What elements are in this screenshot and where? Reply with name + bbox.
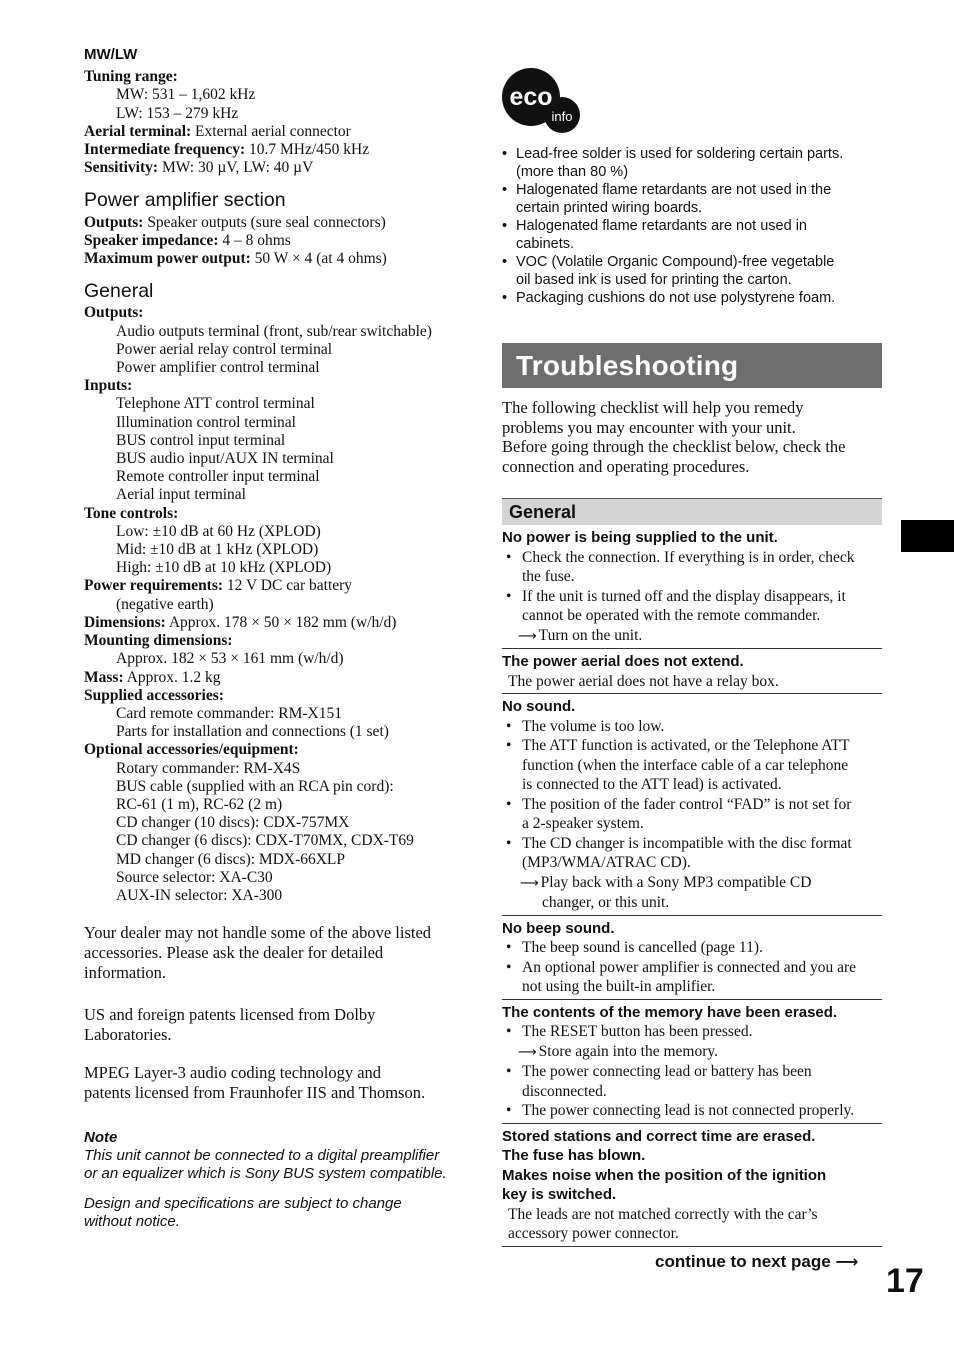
intro-line: problems you may encounter with your unit.	[502, 417, 796, 437]
item-heading: The contents of the memory have been erased.	[502, 1003, 838, 1021]
impedance-label: Speaker impedance:	[84, 231, 219, 249]
bullet-line: cannot be operated with the remote commander.	[522, 607, 821, 624]
bullet	[506, 1062, 882, 1101]
eco-item	[502, 253, 882, 289]
item-heading: Makes noise when the position of the ignition	[502, 1166, 827, 1184]
bullet-line: (MP3/WMA/ATRAC CD).	[522, 854, 691, 871]
bullet	[506, 736, 882, 795]
eco-line: • VOC (Volatile Organic Compound)-free vegetable	[516, 254, 835, 270]
remedy	[502, 626, 882, 647]
if-label: Intermediate frequency:	[84, 141, 246, 159]
troubleshooting-banner: Troubleshooting	[502, 343, 882, 388]
bullet-line: a 2-speaker system.	[522, 815, 644, 832]
bullet	[506, 548, 882, 587]
optional-item: BUS cable (supplied with an RCA pin cord):	[116, 777, 394, 795]
dealer-note-line: information.	[84, 963, 167, 983]
eco-line: • Packaging cushions do not use polystyrene foam.	[516, 290, 836, 306]
item-no-power	[502, 525, 882, 649]
mass-value: Approx. 1.2 kg	[123, 668, 221, 686]
amp-outputs-value: Speaker outputs (sure seal connectors)	[143, 213, 386, 231]
bullet-line: • The power connecting lead is not connected properly.	[522, 1102, 855, 1119]
eco-line: • Halogenated flame retardants are not used in	[516, 218, 807, 234]
item-heading: The power aerial does not extend.	[502, 653, 744, 670]
item-line: accessory power connector.	[508, 1225, 679, 1242]
note-title: Note	[84, 1129, 118, 1147]
remedy	[502, 1042, 882, 1063]
optional-item: AUX-IN selector: XA-300	[116, 886, 283, 904]
max-power-value: 50 W × 4 (at 4 ohms)	[250, 250, 387, 268]
supplied-item: Card remote commander: RM-X151	[116, 704, 342, 722]
dealer-note	[84, 923, 469, 983]
if-row	[84, 141, 469, 159]
aerial-value: External aerial connector	[191, 122, 351, 140]
bullet	[506, 717, 882, 737]
item-body	[502, 548, 882, 647]
item-body	[502, 1205, 882, 1244]
note-text	[84, 1147, 469, 1183]
tuning-label: Tuning range:	[84, 68, 178, 86]
item-heading: No sound.	[502, 698, 576, 715]
eco-item	[502, 145, 882, 181]
aerial-terminal-row	[84, 123, 469, 141]
power-req-value: 12 V DC car battery	[223, 577, 353, 595]
bullet-line: • If the unit is turned off and the display disappears, it	[522, 587, 846, 605]
power-amp-heading: Power amplifier section	[84, 189, 286, 212]
tone-label: Tone controls:	[84, 504, 179, 522]
design-line: Design and specifications are subject to change	[84, 1195, 402, 1213]
dimensions-row	[84, 614, 469, 632]
remedy-text: Play back with a Sony MP3 compatible CD	[540, 873, 812, 891]
eco-line: (more than 80 %)	[516, 164, 629, 180]
eco-logo-sub: info	[551, 109, 573, 124]
optional-item: RC-61 (1 m), RC-62 (2 m)	[116, 795, 283, 813]
remedy-text: Turn on the unit.	[538, 626, 643, 644]
bullet-line: • An optional power amplifier is connected and you are	[522, 958, 856, 976]
mass-row	[84, 669, 469, 687]
dimensions-value: Approx. 178 × 50 × 182 mm (w/h/d)	[165, 613, 397, 631]
specifications-column	[84, 46, 469, 1231]
max-power-row	[84, 250, 469, 268]
general-heading: General	[84, 280, 154, 303]
input-item: Illumination control terminal	[116, 413, 296, 431]
item-body	[502, 1022, 882, 1121]
item-stored-stations	[502, 1124, 882, 1247]
eco-item	[502, 289, 882, 307]
arrow-right-icon: ⟶	[520, 875, 539, 891]
aerial-label: Aerial terminal:	[84, 122, 192, 140]
supplied-item: Parts for installation and connections (1 set)	[116, 723, 389, 741]
remedy	[502, 873, 882, 913]
bullet	[506, 1101, 882, 1121]
continue-next-page	[655, 1252, 860, 1272]
troubleshooting-column	[502, 68, 882, 1247]
note-line: This unit cannot be connected to a digital preamplifier	[84, 1147, 440, 1165]
eco-line: • Lead-free solder is used for soldering certain parts.	[516, 146, 844, 162]
power-req-label: Power requirements:	[84, 577, 224, 595]
remedy-text: Store again into the memory.	[538, 1042, 718, 1060]
item-memory	[502, 1000, 882, 1124]
troubleshooting-intro	[502, 398, 882, 476]
output-item: Power aerial relay control terminal	[116, 340, 333, 358]
page-number: 17	[886, 1262, 924, 1300]
mounting-label: Mounting dimensions:	[84, 632, 233, 650]
power-req-row	[84, 577, 469, 595]
arrow-right-icon: ⟶	[835, 1252, 859, 1271]
item-aerial	[502, 649, 882, 694]
mpeg-note-line: patents licensed from Fraunhofer IIS and Thomson.	[84, 1083, 426, 1103]
output-item: Audio outputs terminal (front, sub/rear switchable)	[116, 322, 432, 340]
supplied-label: Supplied accessories:	[84, 686, 224, 704]
bullet	[506, 1022, 882, 1042]
bullet	[506, 795, 882, 834]
item-no-beep	[502, 916, 882, 1000]
input-item: BUS control input terminal	[116, 431, 286, 449]
if-value: 10.7 MHz/450 kHz	[245, 141, 370, 159]
bullet-line: • The CD changer is incompatible with the disc format	[522, 834, 852, 852]
eco-line: oil based ink is used for printing the carton.	[516, 272, 792, 288]
sensitivity-label: Sensitivity:	[84, 159, 159, 177]
intro-line: Before going through the checklist below, check the	[502, 437, 846, 456]
amp-outputs-row	[84, 214, 469, 232]
dolby-note-line: US and foreign patents licensed from Dolby	[84, 1005, 376, 1025]
bullet-line: • The ATT function is activated, or the Telephone ATT	[522, 737, 850, 754]
section-tab-marker	[901, 520, 954, 552]
bullet-line: • The beep sound is cancelled (page 11).	[522, 939, 763, 956]
optional-item: Rotary commander: RM-X4S	[116, 759, 301, 777]
eco-item	[502, 181, 882, 217]
item-body	[502, 938, 882, 997]
arrow-right-icon: ⟶	[518, 1044, 537, 1060]
tuning-lw: LW: 153 – 279 kHz	[116, 104, 239, 122]
optional-item: MD changer (6 discs): MDX-66XLP	[116, 850, 346, 868]
dolby-note-line: Laboratories.	[84, 1025, 172, 1045]
item-heading: No beep sound.	[502, 919, 615, 937]
amp-outputs-label: Outputs:	[84, 213, 144, 231]
outputs-label: Outputs:	[84, 304, 144, 322]
inputs-label: Inputs:	[84, 377, 133, 395]
dealer-note-line: accessories. Please ask the dealer for detailed	[84, 943, 384, 963]
bullet-line: • The power connecting lead or battery has been	[522, 1063, 812, 1080]
item-body	[502, 717, 882, 913]
bullet-line: is connected to the ATT lead) is activated.	[522, 776, 782, 793]
impedance-row	[84, 232, 469, 250]
note-line: or an equalizer which is Sony BUS system compatible.	[84, 1165, 447, 1183]
item-heading: Stored stations and correct time are erased.	[502, 1127, 816, 1145]
bullet-line: function (when the interface cable of a car telephone	[522, 756, 849, 774]
mounting-value: Approx. 182 × 53 × 161 mm (w/h/d)	[116, 650, 344, 668]
bullet-line: disconnected.	[522, 1082, 607, 1100]
max-power-label: Maximum power output:	[84, 250, 251, 268]
optional-item: Source selector: XA-C30	[116, 868, 273, 886]
sensitivity-row	[84, 159, 469, 177]
mpeg-note	[84, 1063, 469, 1103]
dealer-note-line: Your dealer may not handle some of the above listed	[84, 923, 432, 943]
eco-line: certain printed wiring boards.	[516, 200, 703, 216]
eco-list	[502, 145, 882, 307]
item-line: The leads are not matched correctly with the car’s	[508, 1205, 818, 1223]
power-req-cont: (negative earth)	[116, 595, 214, 613]
input-item: Aerial input terminal	[116, 486, 246, 504]
bullet-line: • Check the connection. If everything is in order, check	[522, 548, 855, 566]
item-text: The power aerial does not have a relay box.	[508, 672, 779, 690]
bullet	[506, 834, 882, 873]
eco-logo-text: eco	[509, 83, 553, 111]
bullet-line: • The position of the fader control “FAD” is not set for	[522, 795, 852, 813]
arrow-right-icon: ⟶	[518, 628, 537, 644]
mpeg-note-line: MPEG Layer-3 audio coding technology and	[84, 1063, 382, 1083]
tone-item: High: ±10 dB at 10 kHz (XPLOD)	[116, 559, 332, 577]
bullet	[506, 958, 882, 997]
design-line: without notice.	[84, 1213, 180, 1231]
eco-item	[502, 217, 882, 253]
bullet-line: • The volume is too low.	[522, 717, 665, 735]
item-no-sound	[502, 694, 882, 916]
design-note	[84, 1195, 469, 1231]
general-section-bar: General	[502, 498, 882, 525]
item-heading: The fuse has blown.	[502, 1147, 646, 1164]
input-item: Remote controller input terminal	[116, 468, 320, 486]
intro-line: connection and operating procedures.	[502, 456, 750, 476]
tone-item: Mid: ±10 dB at 1 kHz (XPLOD)	[116, 541, 319, 559]
tuning-mw: MW: 531 – 1,602 kHz	[116, 86, 256, 104]
eco-line: cabinets.	[516, 236, 575, 252]
bullet-line: not using the built-in amplifier.	[522, 978, 716, 995]
eco-line: • Halogenated flame retardants are not used in the	[516, 182, 832, 198]
tone-item: Low: ±10 dB at 60 Hz (XPLOD)	[116, 522, 321, 540]
bullet-line: the fuse.	[522, 568, 575, 585]
remedy-text: changer, or this unit.	[542, 894, 670, 911]
output-item: Power amplifier control terminal	[116, 359, 320, 377]
bullet	[506, 587, 882, 626]
intro-line: The following checklist will help you remedy	[502, 398, 804, 417]
impedance-value: 4 – 8 ohms	[218, 231, 291, 249]
item-heading: No power is being supplied to the unit.	[502, 529, 778, 546]
mass-label: Mass:	[84, 668, 124, 686]
optional-item: CD changer (10 discs): CDX-757MX	[116, 814, 350, 832]
optional-item: CD changer (6 discs): CDX-T70MX, CDX-T69	[116, 832, 414, 850]
dimensions-label: Dimensions:	[84, 613, 166, 631]
sensitivity-value: MW: 30 µV, LW: 40 µV	[158, 159, 314, 177]
bullet	[506, 938, 882, 958]
item-heading: key is switched.	[502, 1186, 617, 1203]
input-item: BUS audio input/AUX IN terminal	[116, 450, 334, 468]
optional-label: Optional accessories/equipment:	[84, 741, 299, 759]
eco-info-logo	[502, 68, 580, 134]
bullet-line: • The RESET button has been pressed.	[522, 1023, 753, 1040]
input-item: Telephone ATT control terminal	[116, 395, 315, 413]
mwlw-heading: MW/LW	[84, 46, 138, 63]
continue-text: continue to next page	[655, 1252, 831, 1271]
dolby-note	[84, 1005, 469, 1045]
